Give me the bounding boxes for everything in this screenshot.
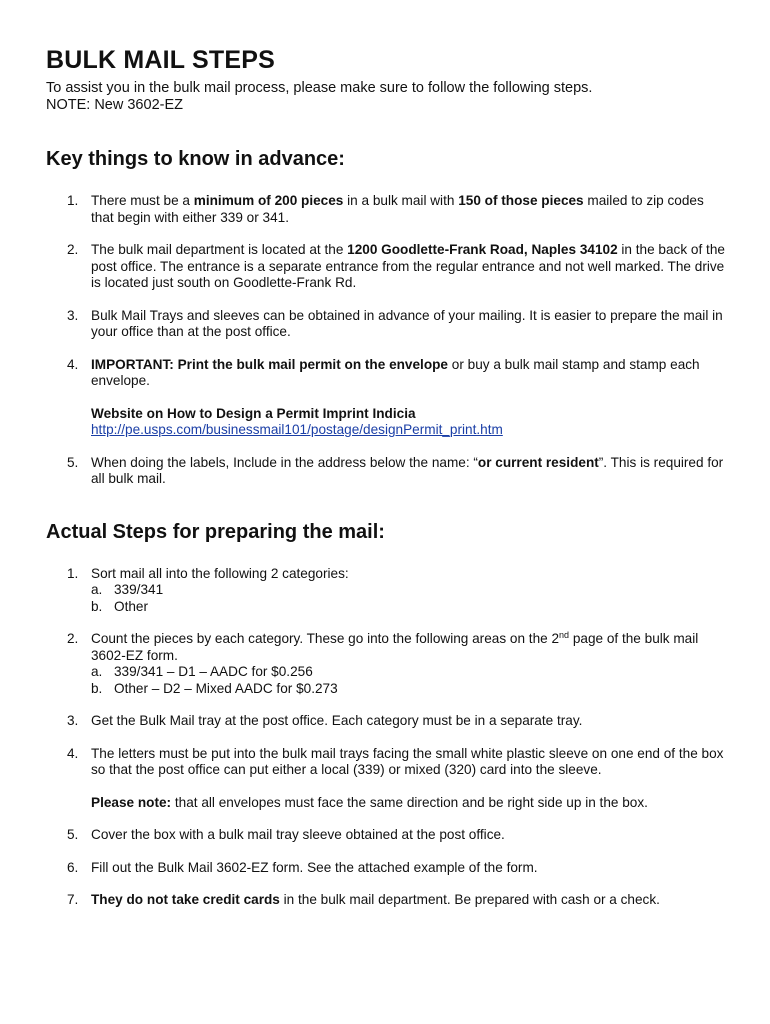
list-number: 2. bbox=[67, 242, 79, 257]
intro-note: NOTE: New 3602-EZ bbox=[46, 97, 183, 113]
page-title: BULK MAIL STEPS bbox=[46, 46, 275, 74]
actual-steps-list bbox=[46, 566, 730, 909]
list-number: 5. bbox=[67, 454, 79, 470]
sub-item: a. 339/341 bbox=[91, 582, 164, 597]
list-item: 4. The letters must be put into the bulk mail trays facing the small white plastic sleeve on one end of the box so that the post office can put either a local (339) or mixed (320) card into the sleeve. Please note: that all envelopes must face the same direction and be right side up in the box. bbox=[46, 746, 730, 812]
list-item: 4. IMPORTANT: Print the bulk mail permit on the envelope or buy a bulk mail stamp and stamp each envelope. Website on How to Design a Permit Imprint Indicia http://pe.usps.com/businessmail101/postage/designPermit_print.htm bbox=[46, 357, 730, 439]
list-item: 2. The bulk mail department is located at the 1200 Goodlette-Frank Road, Naples 34102 in the back of the post office. The entrance is a separate entrance from the regular entrance and not well marked. The drive is located just south on Goodlette-Frank Rd. bbox=[67, 242, 725, 290]
sub-item: b. Other bbox=[91, 598, 148, 614]
list-item: 6. Fill out the Bulk Mail 3602-EZ form. See the attached example of the form. bbox=[67, 859, 538, 875]
please-note: Please note: that all envelopes must face the same direction and be right side up in the box. bbox=[91, 794, 648, 810]
sub-item: b. Other – D2 – Mixed AADC for $0.273 bbox=[91, 680, 338, 696]
list-number: 7. bbox=[67, 892, 79, 907]
key-things-list bbox=[46, 193, 730, 488]
list-item: 1. There must be a minimum of 200 pieces in a bulk mail with 150 of those pieces mailed to zip codes that begin with either 339 or 341. bbox=[67, 193, 704, 225]
section-heading-key-things: Key things to know in advance: bbox=[46, 148, 345, 170]
list-item: 5. Cover the box with a bulk mail tray sleeve obtained at the post office. bbox=[67, 827, 505, 842]
list-number: 2. bbox=[67, 631, 79, 646]
list-number: 4. bbox=[67, 745, 79, 761]
list-number: 3. bbox=[67, 713, 79, 728]
list-number: 5. bbox=[67, 827, 79, 842]
website-block bbox=[91, 406, 730, 439]
list-number: 3. bbox=[67, 307, 79, 323]
list-item: 2. Count the pieces by each category. These go into the following areas on the 2nd page of the bulk mail 3602-EZ form. a. 339/341 – D1 – AADC for $0.256 b. Other – D2 – Mixed AADC for $0.273 bbox=[46, 631, 730, 697]
list-number: 4. bbox=[67, 356, 79, 372]
list-item: 7. They do not take credit cards in the bulk mail department. Be prepared with cash or a check. bbox=[67, 892, 660, 907]
intro-line-1: To assist you in the bulk mail process, please make sure to follow the following steps. bbox=[46, 80, 593, 96]
permit-imprint-link[interactable]: http://pe.usps.com/businessmail101/postage/designPermit_print.htm bbox=[91, 422, 503, 437]
list-item: 3. Bulk Mail Trays and sleeves can be obtained in advance of your mailing. It is easier to prepare the mail in your office than at the post office. bbox=[67, 307, 723, 339]
section-heading-actual-steps: Actual Steps for preparing the mail: bbox=[46, 520, 385, 543]
list-item: 1. Sort mail all into the following 2 categories: a. 339/341 b. Other bbox=[46, 566, 730, 616]
website-label: Website on How to Design a Permit Imprint Indicia bbox=[91, 405, 416, 421]
list-item: 3. Get the Bulk Mail tray at the post office. Each category must be in a separate tray. bbox=[67, 713, 583, 728]
list-number: 1. bbox=[67, 193, 79, 208]
list-number: 6. bbox=[67, 859, 79, 875]
list-number: 1. bbox=[67, 565, 79, 581]
list-item: 5. When doing the labels, Include in the address below the name: “or current resident”. This is required for all bulk mail. bbox=[67, 454, 724, 486]
sub-item: a. 339/341 – D1 – AADC for $0.256 bbox=[91, 664, 313, 679]
